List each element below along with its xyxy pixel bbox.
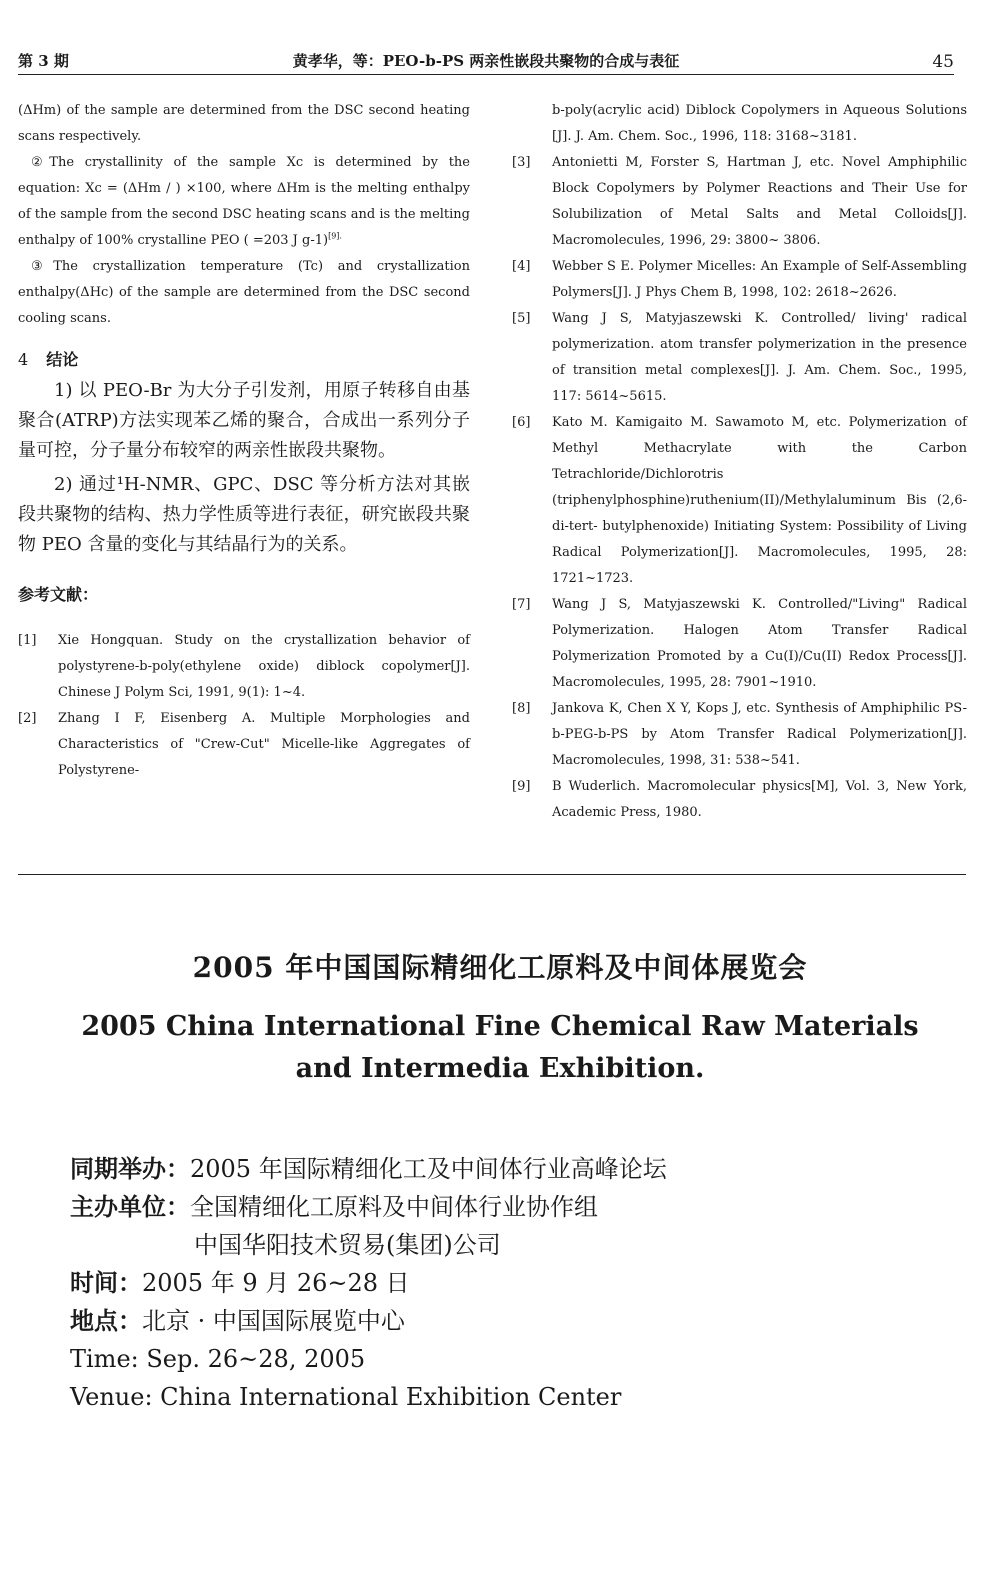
organizer-1: 全国精细化工原料及中间体行业协作组 [190,1193,598,1221]
exhibition-title-en: 2005 China International Fine Chemical Raw Materials and Intermedia Exhibition. [81,1011,919,1084]
section-divider [18,874,966,875]
reference-number: [4] [512,259,531,274]
venue-label: 地点： [70,1306,142,1335]
reference-text: Webber S E. Polymer Micelles: An Example of Self-Assembling Polymers[J]. J Phys Chem B, 1998, 102: 2618~2626. [552,259,967,300]
reference-item [512,410,967,592]
reference-number: [1] [18,633,37,648]
time-row [70,1264,950,1302]
reference-number: [8] [512,701,531,716]
reference-text: Wang J S, Matyjaszewski K. Controlled/"Living" Radical Polymerization. Halogen Atom Transfer Radical Polymerization Promoted by a Cu(I)/Cu(II) Redox Process[J]. Macromolecules, 1995, 28: 7901~1910. [552,597,967,690]
issue-label: 第 3 期 [18,52,69,70]
organizer-2: 中国华阳技术贸易(集团)公司 [194,1231,501,1259]
reference-continuation [512,98,967,150]
reference-item [512,254,967,306]
venue-row [70,1302,950,1340]
reference-number: [7] [512,597,531,612]
reference-text: Jankova K, Chen X Y, Kops J, etc. Synthesis of Amphiphilic PS-b-PEG-b-PS by Atom Transfer Radical Polymerization[J]. Macromolecules, 1998, 31: 538~541. [552,701,967,768]
reference-number: [9] [512,779,531,794]
reference-text: Kato M. Kamigaito M. Sawamoto M, etc. Polymerization of Methyl Methacrylate with the Carbon Tetrachloride/Dichlorotris (triphenylphosphine)ruthenium(II)/Methylaluminum Bis (2,6-di-tert- butylphenoxide) Initiating System: Possibility of Living Radical Polymerization[J]. Macromolecules, 1995, 28: 1721~1723. [552,415,967,586]
reference-text: Wang J S, Matyjaszewski K. Controlled/ living' radical polymerization. atom transfer polymerization in the presence of transition metal complexes[J]. J. Am. Chem. Soc., 1995, 117: 5614~5615. [552,311,967,404]
reference-item [512,696,967,774]
left-column [18,98,470,784]
conclusion-2: 2) 通过¹H-NMR、GPC、DSC 等分析方法对其嵌段共聚物的结构、热力学性质等进行表征，研究嵌段共聚物 PEO 含量的变化与其结晶行为的关系。 [18,474,470,555]
reference-number: [5] [512,311,531,326]
section-number: 4 [18,350,29,369]
reference-text: Antonietti M, Forster S, Hartman J, etc. Novel Amphiphilic Block Copolymers by Polymer Reactions and Their Use for Solubilization of Metal Salts and Metal Colloids[J]. Macromolecules, 1996, 29: 3800~ 3806. [552,155,967,248]
time-en: Time: Sep. 26~28, 2005 [70,1345,366,1373]
right-column [512,98,967,826]
reference-item [18,706,470,784]
note-2-text: ②The crystallinity of the sample Xc is determined by the equation: Xc = (ΔHm / ) ×100, where ΔHm is the melting enthalpy of the sample from the second DSC heating scans and is the melting enthalpy of 100% crystalline PEO ( =203 J g-1) [18,155,470,248]
concurrent-value: 2005 年国际精细化工及中间体行业高峰论坛 [190,1155,667,1183]
running-title: 黄孝华，等：PEO-b-PS 两亲性嵌段共聚物的合成与表征 [292,52,680,70]
page-number: 45 [932,52,954,72]
note-2 [18,150,470,254]
venue-en: Venue: China International Exhibition Center [70,1383,622,1411]
reference-text: b-poly(acrylic acid) Diblock Copolymers in Aqueous Solutions [J]. J. Am. Chem. Soc., 1996, 118: 3168~3181. [552,103,967,144]
reference-item [512,306,967,410]
section-title: 结论 [46,350,79,369]
running-header [18,46,954,75]
concurrent-event-row [70,1150,950,1188]
reference-item [512,592,967,696]
note-2-citation: [9]. [328,231,342,241]
reference-number: [2] [18,711,37,726]
time-value: 2005 年 9 月 26~28 日 [142,1269,410,1297]
conclusion-1: 1) 以 PEO-Br 为大分子引发剂，用原子转移自由基聚合(ATRP)方法实现苯乙烯的聚合，合成出一系列分子量可控，分子量分布较窄的两亲性嵌段共聚物。 [18,380,470,461]
reference-item [512,150,967,254]
reference-text: Zhang I F, Eisenberg A. Multiple Morphologies and Characteristics of "Crew-Cut" Micelle-like Aggregates of Polystyrene- [58,711,470,778]
note-1: (ΔHm) of the sample are determined from the DSC second heating scans respectively. [18,103,470,144]
exhibition-info [70,1150,950,1416]
reference-text: Xie Hongquan. Study on the crystallization behavior of polystyrene-b-poly(ethylene oxide) diblock copolymer[J]. Chinese J Polym Sci, 1991, 9(1): 1~4. [58,633,470,700]
venue-value: 北京 · 中国国际展览中心 [142,1307,405,1335]
references-heading: 参考文献： [18,585,99,604]
concurrent-label: 同期举办： [70,1154,190,1183]
reference-item [18,628,470,706]
note-3: ③The crystallization temperature (Tc) and crystallization enthalpy(ΔHc) of the sample are determined from the DSC second cooling scans. [18,259,470,326]
conclusion-heading [18,348,470,372]
reference-item [512,774,967,826]
reference-text: B Wuderlich. Macromolecular physics[M], Vol. 3, New York, Academic Press, 1980. [552,779,967,820]
reference-number: [3] [512,155,531,170]
exhibition-title-zh: 2005 年中国国际精细化工原料及中间体展览会 [192,951,808,984]
organizer-label: 主办单位： [70,1192,190,1221]
reference-number: [6] [512,415,531,430]
organizer-row [70,1188,950,1226]
time-label: 时间： [70,1268,142,1297]
